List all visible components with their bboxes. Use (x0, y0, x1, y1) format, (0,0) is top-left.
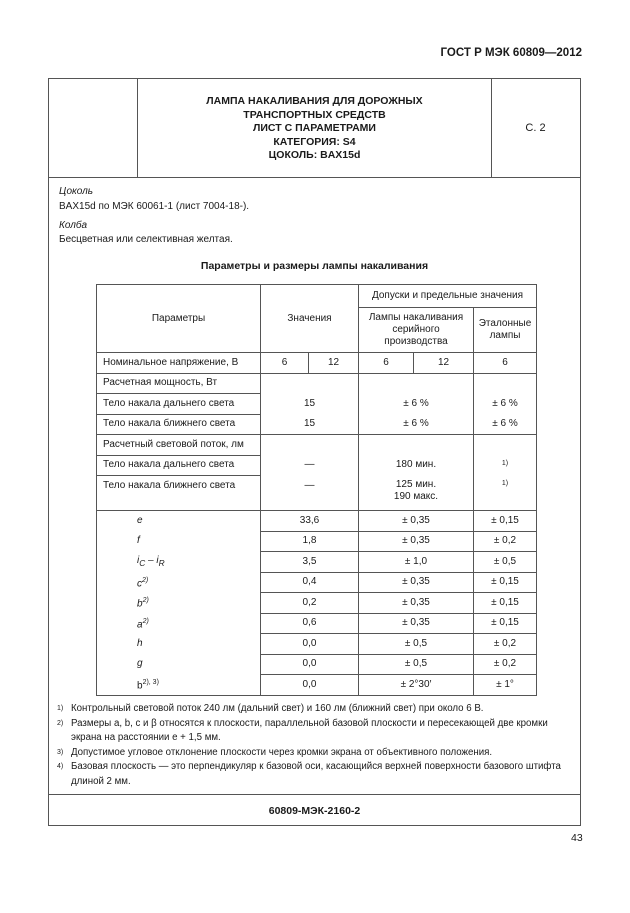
cell: Расчетный световой поток, лм (97, 435, 261, 456)
cell (474, 476, 537, 511)
title-line: ЛИСТ С ПАРАМЕТРАМИ (253, 122, 376, 134)
footnote-ref: 1) (501, 459, 509, 467)
table-row (97, 285, 537, 308)
cell (474, 435, 537, 456)
table-row (97, 455, 537, 476)
cell: ± 0,35 (359, 531, 474, 552)
cell (97, 634, 261, 655)
dim-subscript: C (139, 557, 146, 568)
footnote-ref: 2), 3) (142, 678, 159, 686)
footnote-mark: 4) (57, 763, 64, 770)
bulb-text: Бесцветная или селективная желтая. (59, 234, 233, 245)
cell: 15 (261, 394, 359, 415)
title-line: ЦОКОЛЬ: BAX15d (268, 149, 361, 161)
footnote-mark: 2) (57, 719, 64, 727)
table-row (97, 613, 537, 634)
cell: 1,8 (261, 531, 359, 552)
cell: ± 6 % (359, 414, 474, 435)
table-row (97, 353, 537, 374)
cap-text: BAX15d по МЭК 60061-1 (лист 7004-18-). (59, 201, 250, 212)
cell (359, 373, 474, 394)
flux-max: 190 макс. (393, 490, 439, 502)
cell (97, 613, 261, 634)
cell (97, 531, 261, 552)
cell: Тело накала ближнего света (97, 476, 261, 511)
cell: 12 (414, 353, 474, 374)
cell: ± 0,35 (359, 511, 474, 532)
table-row (97, 675, 537, 696)
cell: Тело накала ближнего света (97, 414, 261, 435)
cell (97, 654, 261, 675)
cell: ± 2°30′ (359, 675, 474, 696)
table-row (97, 511, 537, 532)
sheet-page-ref: С. 2 (525, 122, 546, 134)
dim-symbol: h (137, 637, 143, 649)
cell: — (261, 455, 359, 476)
footnote-ref: 2) (142, 576, 149, 584)
cell: 0,0 (261, 654, 359, 675)
footnote (57, 717, 573, 746)
title-line: ЛАМПА НАКАЛИВАНИЯ ДЛЯ ДОРОЖНЫХ (206, 95, 423, 107)
cell: 6 (261, 353, 309, 374)
dim-symbol: f (137, 535, 140, 547)
dim-symbol: a (137, 618, 143, 630)
footnote-mark: 3) (57, 748, 64, 756)
table-row (97, 414, 537, 435)
cap-label: Цоколь (59, 186, 94, 197)
footnote (57, 702, 573, 717)
cell: ± 0,35 (359, 613, 474, 634)
table-row (97, 373, 537, 394)
cell: ± 0,5 (359, 654, 474, 675)
footnote-text: Размеры a, b, c и β относятся к плоскости, параллельной базовой плоскости и пересекающей две кромки экрана на расстоянии e + 1,5 мм. (71, 717, 548, 743)
table-row (97, 476, 537, 511)
page-number: 43 (571, 832, 583, 844)
footnote-ref: 2) (142, 597, 149, 605)
cell: Номинальное напряжение, В (97, 353, 261, 374)
cell: $i_C - i_R$ (97, 552, 261, 573)
cell: 3,5 (261, 552, 359, 573)
cell (97, 572, 261, 593)
cell: Тело накала дальнего света (97, 394, 261, 415)
footer-code: 60809-МЭК-2160-2 (268, 805, 361, 817)
table-row (97, 394, 537, 415)
header-params: Параметры (97, 285, 261, 353)
cell: ± 0,15 (474, 572, 537, 593)
cell: ± 1,0 (359, 552, 474, 573)
cell (359, 476, 474, 511)
cell: 0,2 (261, 593, 359, 614)
cell: 12 (309, 353, 359, 374)
cell: ± 0,2 (474, 634, 537, 655)
dim-symbol: i (156, 554, 159, 566)
header-series: Лампы накаливания серийного производства (359, 308, 474, 353)
dim-symbol: i (137, 554, 140, 566)
cell: 6 (474, 353, 537, 374)
sheet-title (138, 95, 491, 163)
sheet-footer (49, 794, 580, 827)
table-row (97, 593, 537, 614)
footnote (57, 760, 573, 789)
cell: ± 0,15 (474, 511, 537, 532)
footnote-text: Базовая плоскость — это перпендикуляр к базовой оси, касающийся верхней поверхности базового штифта длиной 2 мм. (71, 761, 561, 787)
table-row (97, 531, 537, 552)
cell (97, 593, 261, 614)
table-row (97, 435, 537, 456)
cell (474, 455, 537, 476)
cell: 15 (261, 414, 359, 435)
dim-symbol: c (137, 577, 142, 589)
table-row (97, 654, 537, 675)
cell: ± 0,2 (474, 531, 537, 552)
footnote-ref: 1) (501, 479, 509, 487)
header-reference: Эталонные лампы (474, 308, 537, 353)
cell: Тело накала дальнего света (97, 455, 261, 476)
dim-symbol: b (137, 598, 143, 610)
cell: 6 (359, 353, 414, 374)
dim-symbol: e (137, 515, 143, 526)
flux-min: 125 мин. (395, 478, 437, 490)
cell: 0,0 (261, 675, 359, 696)
cell: ± 0,5 (474, 552, 537, 573)
cell (474, 373, 537, 394)
cell: 33,6 (261, 511, 359, 532)
footnote-text: Допустимое угловое отклонение плоскости через кромки экрана от объективного положения. (71, 746, 493, 758)
cell: — (261, 476, 359, 511)
cell: 180 мин. (359, 455, 474, 476)
header-tolerances: Допуски и предельные значения (359, 285, 537, 308)
cell: ± 6 % (474, 394, 537, 415)
table-row (97, 552, 537, 573)
bulb-label: Колба (59, 220, 88, 231)
cell: Расчетная мощность, Вт (97, 373, 261, 394)
table-row (97, 572, 537, 593)
footnotes (57, 702, 573, 789)
parameters-table (96, 284, 537, 696)
table-row (97, 634, 537, 655)
cell: ± 0,2 (474, 654, 537, 675)
sheet-frame (48, 78, 581, 826)
table-title: Параметры и размеры лампы накаливания (200, 260, 429, 272)
cell: 0,4 (261, 572, 359, 593)
cell (261, 435, 359, 456)
cell: ± 0,35 (359, 593, 474, 614)
title-line: ТРАНСПОРТНЫХ СРЕДСТВ (243, 108, 386, 121)
header-values: Значения (261, 285, 359, 353)
dim-symbol: g (137, 658, 143, 670)
cell: 0,6 (261, 613, 359, 634)
cell: ± 6 % (359, 394, 474, 415)
cell: ± 0,15 (474, 593, 537, 614)
dim-symbol: b (137, 680, 143, 692)
cell (97, 675, 261, 696)
cell: ± 1° (474, 675, 537, 696)
cell: ± 6 % (474, 414, 537, 435)
cell: ± 0,5 (359, 634, 474, 655)
title-line: КАТЕГОРИЯ: S4 (273, 135, 356, 148)
footnote-mark: 1) (57, 705, 64, 712)
cell (261, 373, 359, 394)
cell (359, 435, 474, 456)
footnote (57, 746, 573, 761)
footnote-ref: 2) (142, 617, 149, 625)
cell: 0,0 (261, 634, 359, 655)
standard-designation: ГОСТ Р МЭК 60809—2012 (440, 47, 582, 59)
sheet-header (49, 79, 580, 178)
header-left-cell (49, 79, 138, 177)
cell: ± 0,35 (359, 572, 474, 593)
dim-subscript: R (158, 557, 165, 568)
footnote-text: Контрольный световой поток 240 лм (дальний свет) и 160 лм (ближний свет) при около 6 В. (71, 703, 484, 714)
cell: ± 0,15 (474, 613, 537, 634)
cell (97, 511, 261, 532)
